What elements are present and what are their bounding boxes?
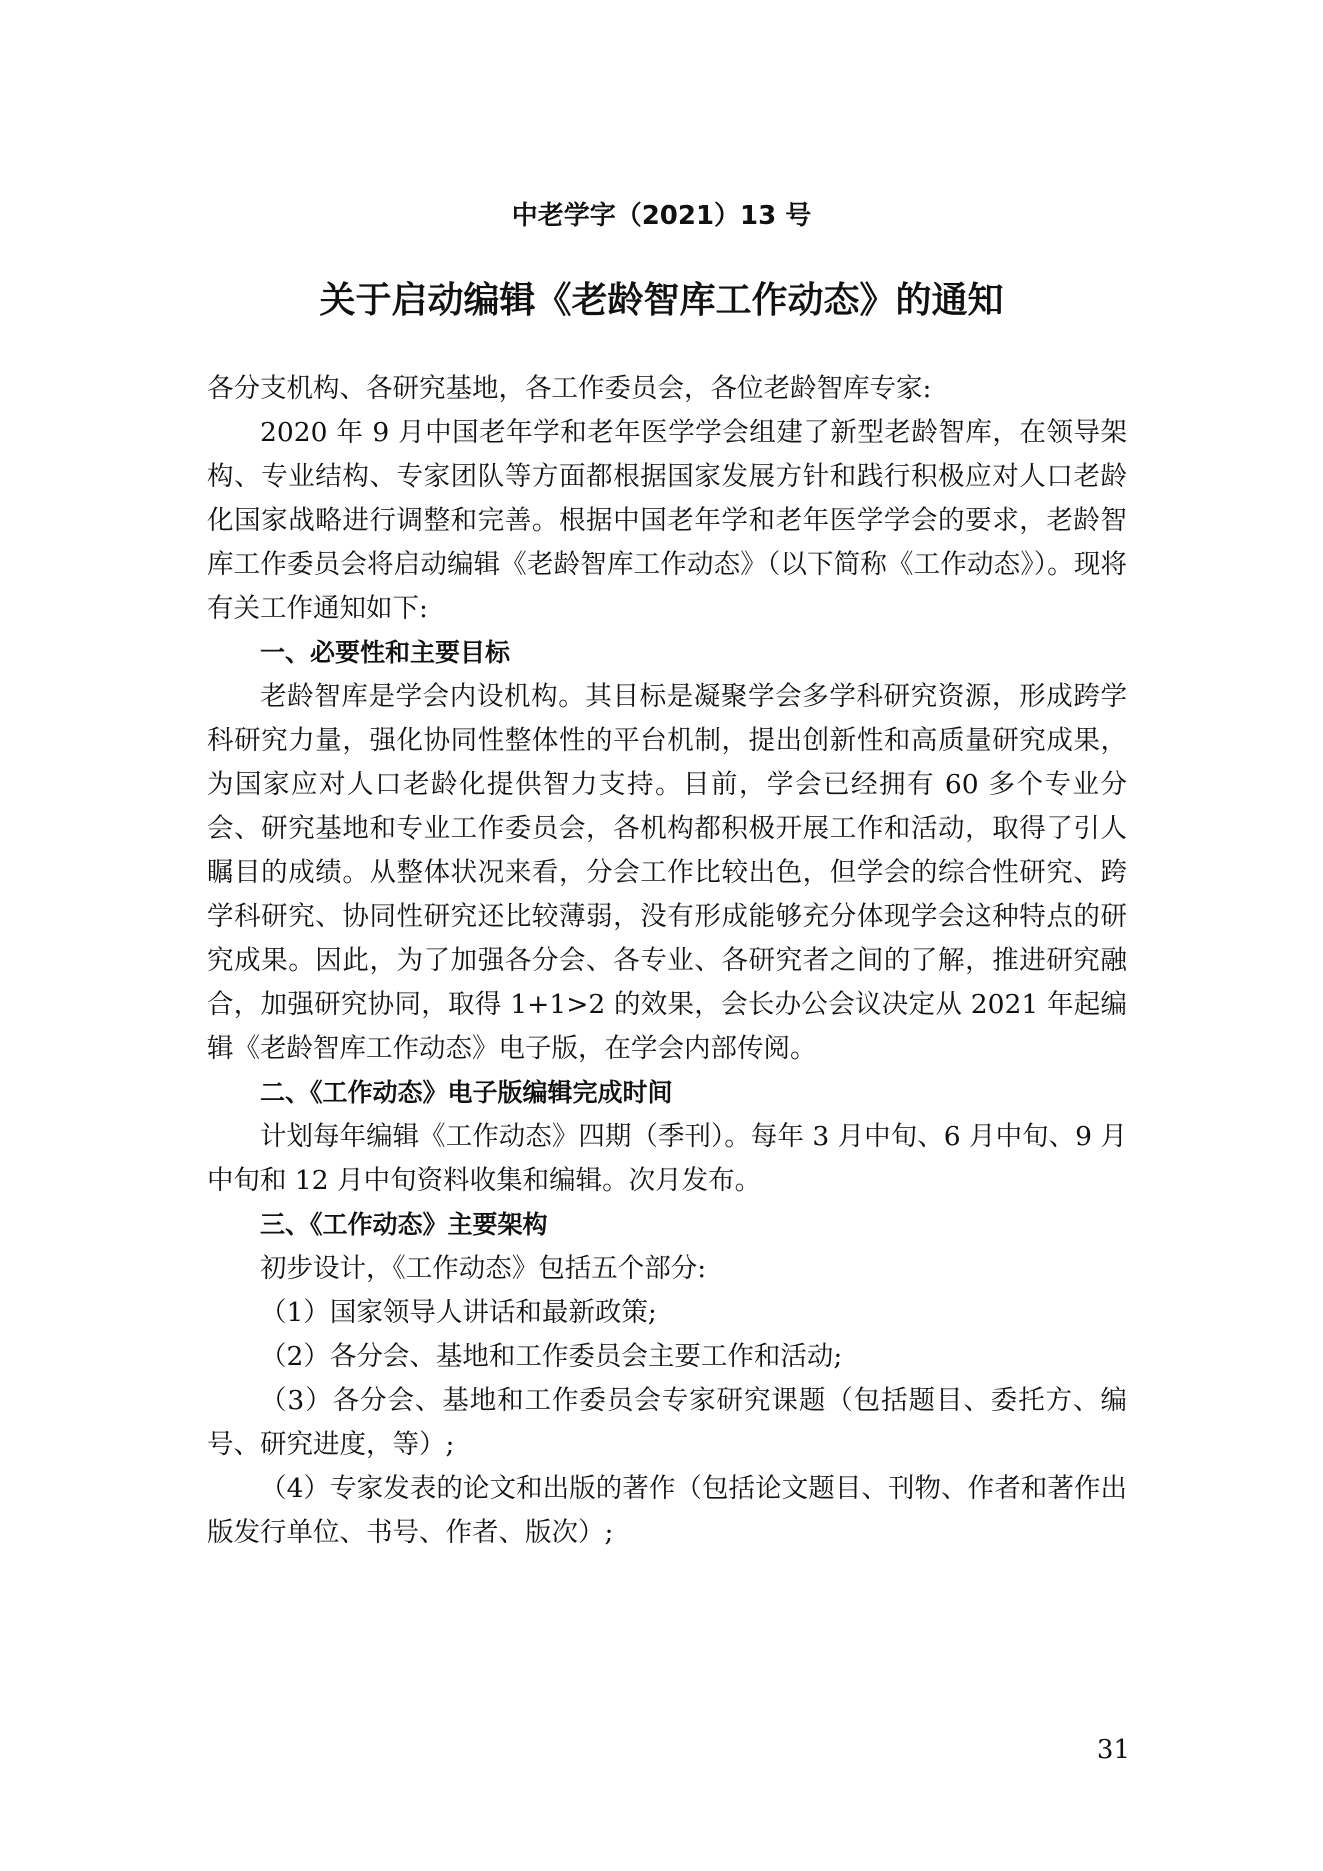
section-3-intro: 初步设计，《工作动态》包括五个部分: (260, 1253, 707, 1284)
section-2-paragraph: 计划每年编辑《工作动态》四期（季刊）。每年 3 月中旬、6 月中旬、9 月中旬和 12 月中旬资料收集和编辑。次月发布。 (207, 1121, 1127, 1196)
section-2-heading: 二、《工作动态》电子版编辑完成时间 (260, 1078, 673, 1107)
section-3-heading: 三、《工作动态》主要架构 (260, 1210, 548, 1239)
section-1-paragraph: 老龄智库是学会内设机构。其目标是凝聚学会多学科研究资源，形成跨学科研究力量，强化协同性整体性的平台机制，提出创新性和高质量研究成果，为国家应对人口老龄化提供智力支持。目前，学会已经拥有 60 多个专业分会、研究基地和专业工作委员会，各机构都积极开展工作和活动，取得了引人瞩目的成绩。从整体状况来看，分会工作比较出色，但学会的综合性研究、跨学科研究、协同性研究还比较薄弱，没有形成能够充分体现学会这种特点的研究成果。因此，为了加强各分会、各专业、各研究者之间的了解，推进研究融合，加强研究协同，取得 1+1>2 的效果，会长办公会议决定从 2021 年起编辑《老龄智库工作动态》电子版，在学会内部传阅。 (207, 681, 1127, 1064)
document-body (207, 367, 1127, 1555)
document-number: 中老学字（2021）13 号 (511, 201, 812, 231)
section-1-heading: 一、必要性和主要目标 (260, 638, 511, 667)
list-item: （1）国家领导人讲话和最新政策; (260, 1297, 657, 1328)
list-item: （2）各分会、基地和工作委员会主要工作和活动; (260, 1341, 843, 1372)
salutation: 各分支机构、各研究基地，各工作委员会，各位老龄智库专家: (207, 373, 932, 404)
intro-paragraph: 2020 年 9 月中国老年学和老年医学学会组建了新型老龄智库，在领导架构、专业结构、专家团队等方面都根据国家发展方针和践行积极应对人口老龄化国家战略进行调整和完善。根据中国老年学和老年医学学会的要求，老龄智库工作委员会将启动编辑《老龄智库工作动态》（以下简称《工作动态》）。现将有关工作通知如下: (207, 417, 1127, 624)
list-item: （4）专家发表的论文和出版的著作（包括论文题目、刊物、作者和著作出版发行单位、书号、作者、版次）; (207, 1473, 1127, 1548)
page-number: 31 (1096, 1735, 1130, 1765)
document-title: 关于启动编辑《老龄智库工作动态》的通知 (319, 280, 1004, 321)
list-item: （3）各分会、基地和工作委员会专家研究课题（包括题目、委托方、编号、研究进度，等）; (207, 1385, 1127, 1460)
